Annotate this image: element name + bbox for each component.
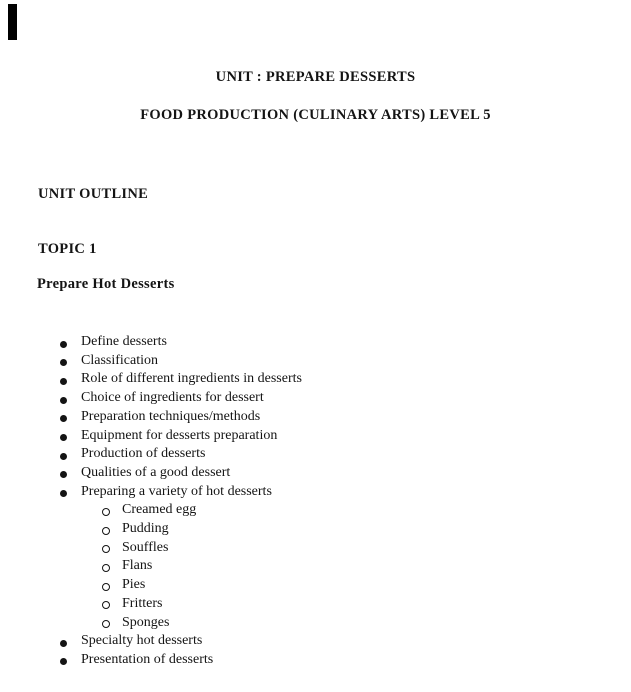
list-item-label: Preparing a variety of hot desserts [81, 483, 272, 499]
list-item [0, 651, 631, 670]
list-item-label: Role of different ingredients in desserts [81, 371, 302, 387]
document-title: UNIT : PREPARE DESSERTS [215, 69, 416, 85]
disc-bullet-icon [60, 640, 67, 647]
circle-bullet-icon [102, 545, 110, 553]
sub-list-item [0, 614, 631, 633]
list-item-label: Specialty hot desserts [81, 633, 203, 649]
disc-bullet-icon [60, 341, 67, 348]
disc-bullet-icon [60, 658, 67, 665]
circle-bullet-icon [102, 601, 110, 609]
disc-bullet-icon [60, 397, 67, 404]
list-item [0, 352, 631, 371]
sub-list-item [0, 576, 631, 595]
subtopic-heading: Prepare Hot Desserts [37, 276, 175, 292]
disc-bullet-icon [60, 453, 67, 460]
scan-artifact-mark [8, 4, 17, 40]
disc-bullet-icon [60, 490, 67, 497]
list-item-label: Fritters [122, 595, 163, 611]
list-item-label: Preparation techniques/methods [81, 408, 261, 424]
unit-outline-heading: UNIT OUTLINE [38, 186, 149, 202]
circle-bullet-icon [102, 583, 110, 591]
disc-bullet-icon [60, 471, 67, 478]
list-item-label: Define desserts [81, 334, 167, 349]
list-item [0, 408, 631, 427]
disc-bullet-icon [60, 359, 67, 366]
list-item-label: Pies [122, 577, 146, 593]
sub-list-item [0, 520, 631, 539]
document-subtitle: FOOD PRODUCTION (CULINARY ARTS) LEVEL 5 [140, 107, 491, 123]
list-item-label: Qualities of a good dessert [81, 464, 231, 480]
circle-bullet-icon [102, 527, 110, 535]
list-item-label: Souffles [122, 539, 169, 555]
list-item-label: Sponges [122, 614, 170, 630]
list-item [0, 333, 631, 352]
disc-bullet-icon [60, 378, 67, 385]
list-item-label: Choice of ingredients for dessert [81, 390, 264, 406]
list-item [0, 427, 631, 446]
sub-list-item [0, 539, 631, 558]
disc-bullet-icon [60, 434, 67, 441]
list-item-label: Flans [122, 558, 153, 574]
list-item-label: Pudding [122, 521, 169, 537]
outline-list [0, 333, 631, 670]
list-item-label: Equipment for desserts preparation [81, 427, 278, 443]
list-item [0, 445, 631, 464]
list-item [0, 632, 631, 651]
list-item-label: Production of desserts [81, 446, 206, 462]
circle-bullet-icon [102, 508, 110, 516]
list-item-label: Creamed egg [122, 502, 197, 518]
list-item-label: Presentation of desserts [81, 651, 214, 667]
sub-list-item [0, 501, 631, 520]
circle-bullet-icon [102, 564, 110, 572]
topic-heading: TOPIC 1 [38, 241, 97, 257]
list-item [0, 370, 631, 389]
list-item-label: Classification [81, 352, 158, 368]
list-item [0, 483, 631, 502]
sub-list-item [0, 557, 631, 576]
sub-list-item [0, 595, 631, 614]
disc-bullet-icon [60, 415, 67, 422]
list-item [0, 389, 631, 408]
list-item [0, 464, 631, 483]
circle-bullet-icon [102, 620, 110, 628]
